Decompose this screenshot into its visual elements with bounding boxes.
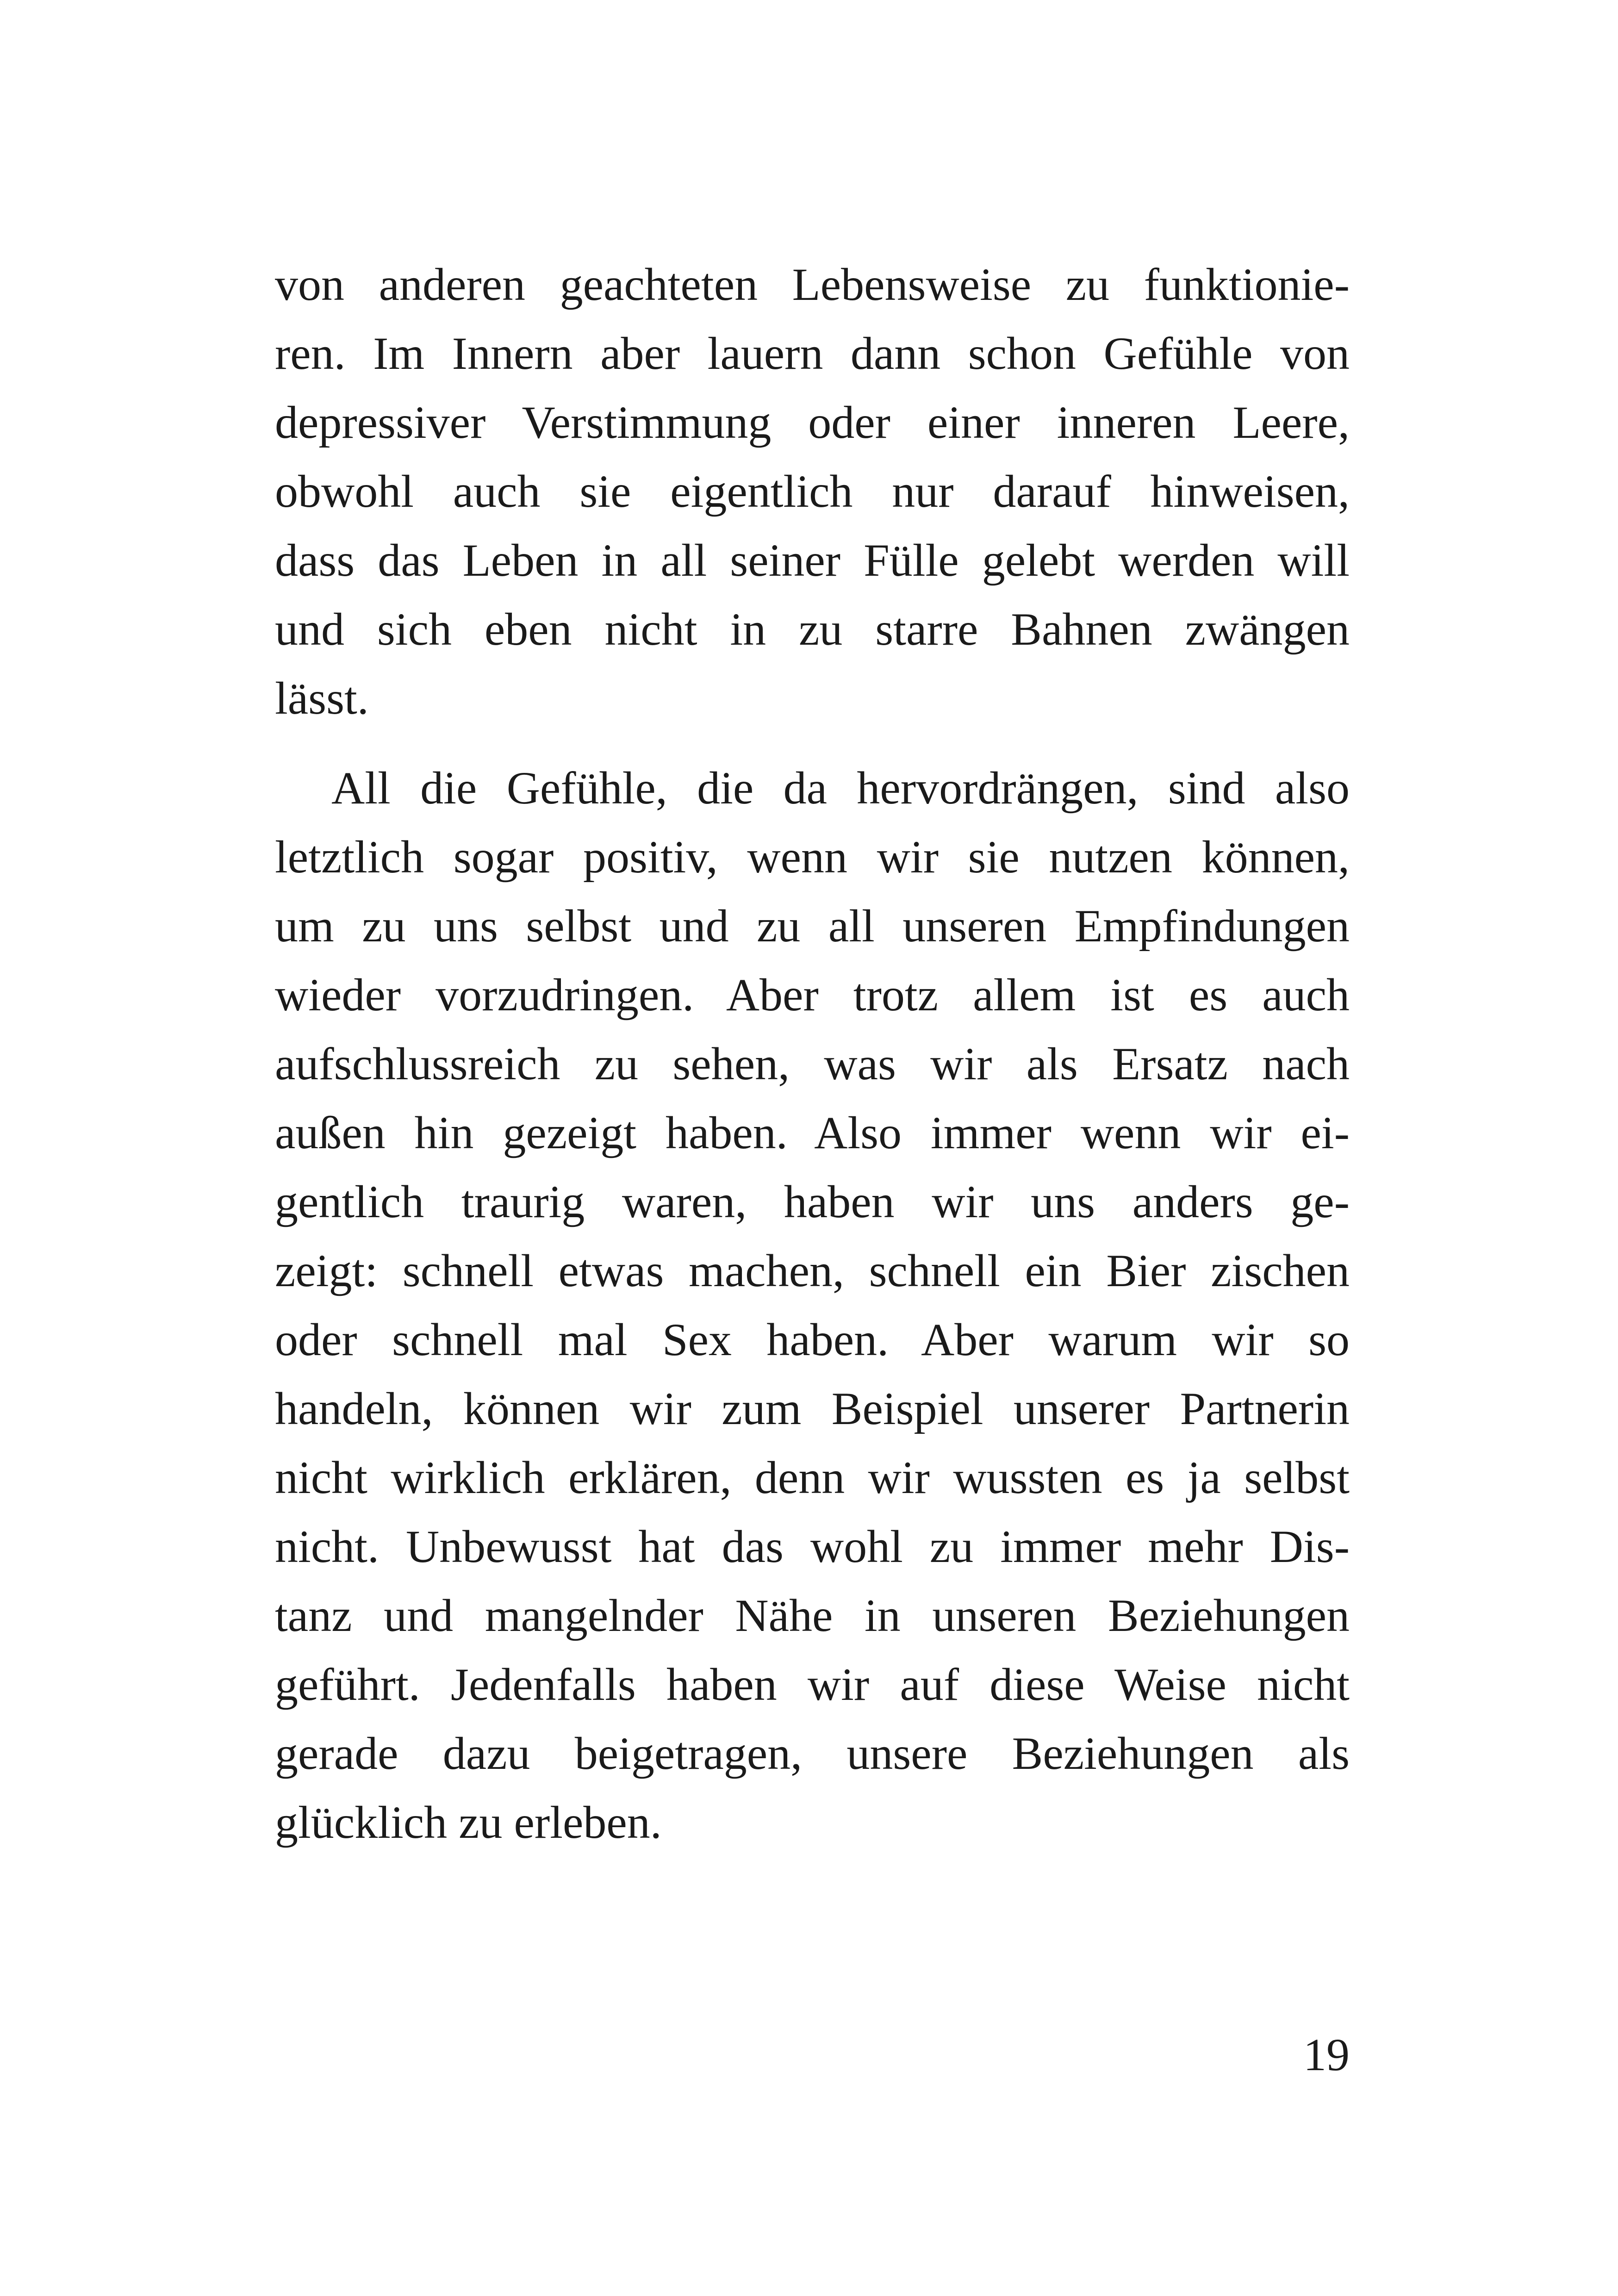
text-line: geführt. Jedenfalls haben wir auf diese Weise nicht [275,1659,1350,1710]
text-line: obwohl auch sie eigentlich nur darauf hinweisen, [275,466,1350,517]
text-line: gentlich traurig waren, haben wir uns anders ge- [275,1176,1350,1227]
text-line: aufschlussreich zu sehen, was wir als Ersatz nach [275,1038,1350,1089]
text-line: glücklich zu erleben. [275,1797,662,1848]
text-line: von anderen geachteten Lebensweise zu funktionie- [275,259,1350,310]
text-line: wieder vorzudringen. Aber trotz allem ist es auch [275,969,1350,1020]
page-number: 19 [1303,2029,1350,2080]
text-line: depressiver Verstimmung oder einer inneren Leere, [275,397,1350,448]
paragraph-spacer [275,733,1350,753]
text-line: und sich eben nicht in zu starre Bahnen zwängen [275,604,1350,655]
text-line: dass das Leben in all seiner Fülle gelebt werden will [275,535,1350,586]
text-line: nicht wirklich erklären, denn wir wussten es ja selbst [275,1452,1350,1503]
text-line: handeln, können wir zum Beispiel unserer Partnerin [275,1383,1350,1434]
text-line: oder schnell mal Sex haben. Aber warum wir so [275,1314,1350,1365]
text-line: gerade dazu beigetragen, unsere Beziehungen als [275,1728,1350,1779]
text-line: um zu uns selbst und zu all unseren Empfindungen [275,900,1350,952]
text-line: zeigt: schnell etwas machen, schnell ein Bier zischen [275,1245,1350,1296]
text-line: ren. Im Innern aber lauern dann schon Gefühle von [275,328,1350,379]
paragraph-2 [275,753,1350,1857]
text-line: nicht. Unbewusst hat das wohl zu immer mehr Dis- [275,1521,1350,1572]
text-line: außen hin gezeigt haben. Also immer wenn wir ei- [275,1107,1350,1158]
text-line: letztlich sogar positiv, wenn wir sie nutzen können, [275,831,1350,883]
text-line: lässt. [275,672,369,724]
text-line: All die Gefühle, die da hervordrängen, sind also [331,762,1350,814]
text-line: tanz und mangelnder Nähe in unseren Beziehungen [275,1590,1350,1641]
paragraph-1 [275,250,1350,733]
body-text [275,250,1350,1857]
